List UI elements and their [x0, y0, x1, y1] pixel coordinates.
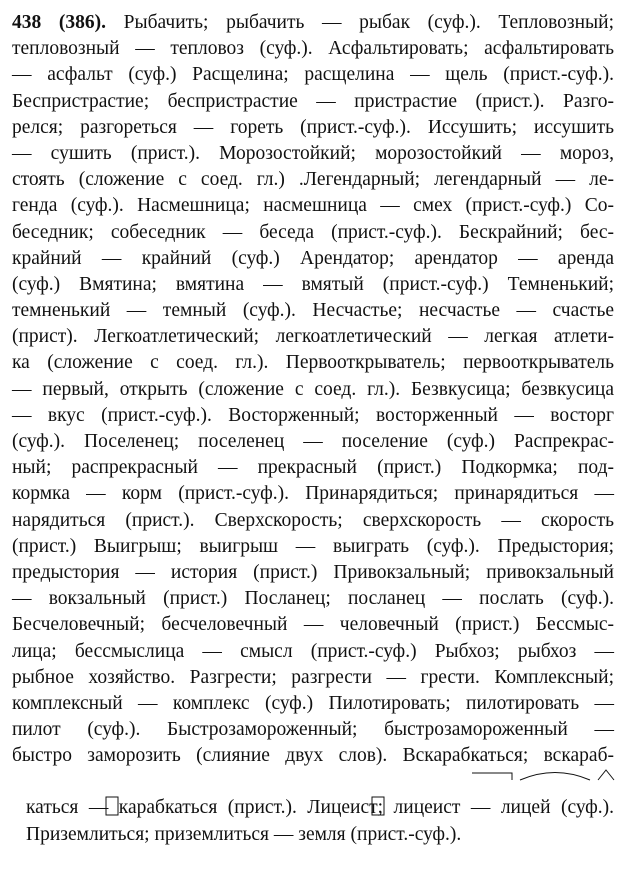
- text-line: крайний — крайний (суф.) Арендатор; арендатор — аренда: [12, 247, 614, 269]
- text-line: Беспристрастие; беспристрастие — пристрастие (прист.). Разго-: [12, 90, 614, 112]
- text-line: (суф.) Вмятина; вмятина — вмятый (прист.-суф.) Темненький;: [12, 273, 614, 295]
- text-line: — первый, открыть (сложение с соед. гл.). Безвкусица; безвкусица: [12, 378, 614, 400]
- text-line: пилот (суф.). Быстрозамороженный; быстрозамороженный —: [12, 719, 614, 741]
- text-line: генда (суф.). Насмешница; насмешница — смех (прист.-суф.) Со-: [12, 195, 614, 217]
- text-line: ный; распрекрасный — прекрасный (прист.) Подкормка; под-: [12, 457, 614, 479]
- text-line: — сушить (прист.). Морозостойкий; морозостойкий — мороз,: [12, 142, 614, 164]
- text-line: нарядиться (прист.). Сверхскорость; сверхскорость — скорость: [12, 509, 614, 531]
- text-line: лица; бессмыслица — смысл (прист.-суф.) Рыбхоз; рыбхоз —: [12, 640, 614, 662]
- text-line: комплексный — комплекс (суф.) Пилотировать; пилотировать —: [12, 692, 614, 714]
- text-line: Приземлиться; приземлиться — земля (прист.-суф.).: [26, 823, 462, 845]
- text-line: [12, 10, 614, 36]
- text-line: каться — карабкаться (прист.). Лицеист; лицеист — лицей (суф.).: [26, 797, 614, 819]
- text-line: (суф.). Поселенец; поселенец — поселение (суф.) Распрекрас-: [12, 431, 614, 452]
- exercise-text: [12, 10, 614, 848]
- text-line: тепловозный — тепловоз (суф.). Асфальтировать; асфальтировать: [12, 38, 614, 60]
- text-line: — асфальт (суф.) Расщелина; расщелина — щель (прист.-суф.).: [12, 64, 614, 86]
- text-line: беседник; собеседник — беседа (прист.-суф.). Бескрайний; бес-: [12, 221, 614, 243]
- exercise-number: 438 (386).: [12, 12, 106, 33]
- text-line: — вокзальный (прист.) Посланец; посланец — послать (суф.).: [12, 588, 614, 610]
- text-line: кормка — корм (прист.-суф.). Принарядиться; принарядиться —: [12, 483, 614, 505]
- text-line: релся; разгореться — гореть (прист.-суф.). Иссушить; иссушить: [12, 116, 614, 138]
- text-line: быстро заморозить (слияние двух слов). Вскарабкаться; вскараб-: [12, 745, 614, 767]
- text-line: Бесчеловечный; бесчеловечный — человечный (прист.) Бессмыс-: [12, 614, 614, 636]
- text-line: рыбное хозяйство. Разгрести; разгрести — грести. Комплексный;: [12, 666, 614, 688]
- text-line: предыстория — история (прист.) Привокзальный; привокзальный: [12, 561, 614, 583]
- text-line: стоять (сложение с соед. гл.) .Легендарный; легендарный — ле-: [12, 169, 614, 191]
- line-text: Рыбачить; рыбачить — рыбак (суф.). Тепловозный;: [123, 12, 615, 33]
- text-line: (прист.) Выигрыш; выигрыш — выиграть (суф.). Предыстория;: [12, 535, 614, 557]
- text-line: — вкус (прист.-суф.). Восторженный; восторженный — восторг: [12, 404, 614, 426]
- text-line: (прист). Легкоатлетический; легкоатлетический — легкая атлети-: [12, 326, 614, 348]
- text-line: ка (сложение с соед. гл.). Первооткрыватель; первооткрыватель: [12, 352, 614, 374]
- text-line: темненький — темный (суф.). Несчастье; несчастье — счастье: [12, 300, 614, 322]
